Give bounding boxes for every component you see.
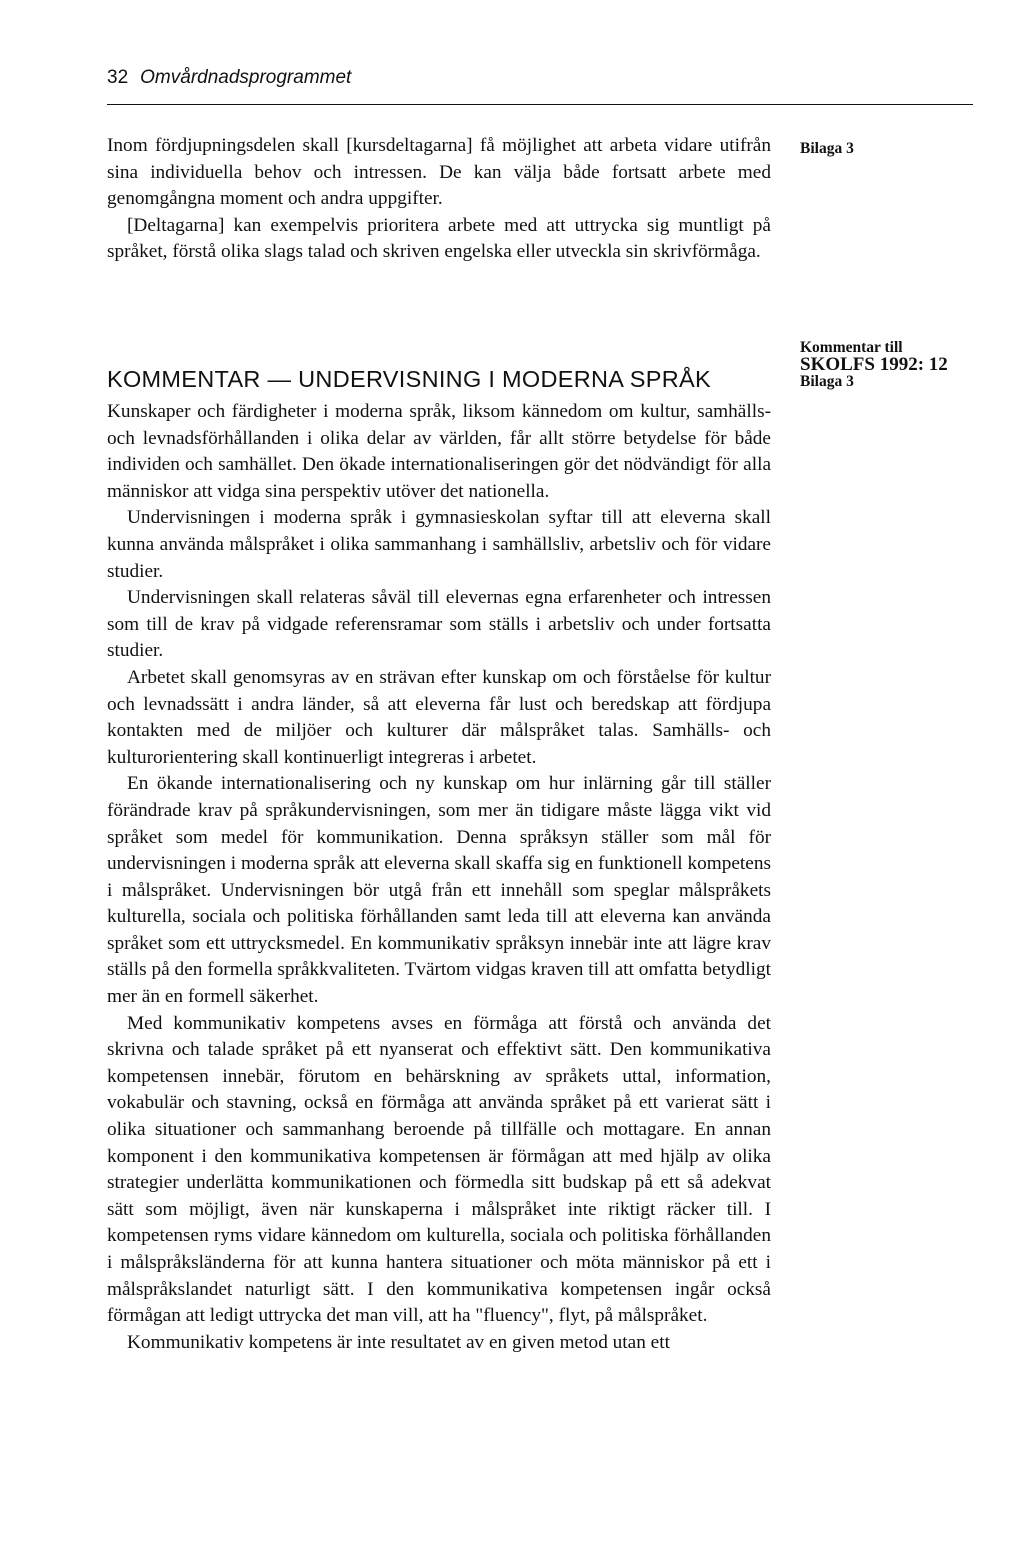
section-paragraph-5: En ökande internationalisering och ny kunskap om hur inlärning går till ställer förändrade krav på språkundervisningen, som mer än tidigare måste lägga vikt vid språket som medel för kommunikation. Denna språksyn ställer som mål för undervisningen i moderna språk att eleverna skall skaffa sig en funktionell kompetens i målspråket. Undervisningen bör utgå från ett innehåll som speglar målspråkets kulturella, sociala och politiska förhållanden samt leda till att eleverna kan använda språket som ett uttrycksmedel. En kommunikativ språksyn innebär inte att lägre krav ställs på den formella språkkvaliteten. Tvärtom vidgas kraven till att omfatta betydligt mer än en formell säkerhet. — [107, 773, 771, 1008]
running-header — [107, 64, 351, 92]
section-paragraph-4: Arbetet skall genomsyras av en strävan efter kunskap om och förståelse för kultur och levnadssätt i andra länder, så att eleverna får lust och beredskap att fördjupa kontakten med de miljöer och kulturer där målspråket talas. Samhälls- och kulturorientering skall kontinuerligt integreras i arbetet. — [107, 666, 771, 768]
section-paragraph-7: Kommunikativ kompetens är inte resultatet av en given metod utan ett — [127, 1331, 670, 1353]
margin-note-kommentar-line-1: Kommentar till — [800, 339, 903, 356]
margin-note-kommentar-line-2: SKOLFS 1992: 12 — [800, 354, 948, 375]
running-title: Omvårdnadsprogrammet — [140, 67, 352, 88]
intro-paragraph-2: [Deltagarna] kan exempelvis prioritera arbete med att uttrycka sig muntligt på språket, förstå olika slags talad och skriven engelska eller utveckla sin skrivförmåga. — [107, 214, 771, 263]
margin-note-kommentar — [800, 340, 1000, 390]
section-paragraph-3: Undervisningen skall relateras såväl till elevernas egna erfarenheter och intressen som till de krav på vidgade referensramar som ställs i arbetsliv och under fortsatta studier. — [107, 587, 771, 662]
page-number: 32 — [107, 67, 129, 88]
section-body — [107, 399, 771, 1356]
section-paragraph-1: Kunskaper och färdigheter i moderna språk, liksom kännedom om kultur, samhälls- och levnadsförhållanden i olika delar av världen, får allt större betydelse för både individen och samhället. Den ökade internationaliseringen gör det nödvändigt för alla människor att vidga sina perspektiv utöver det nationella. — [107, 401, 771, 502]
section-paragraph-2: Undervisningen i moderna språk i gymnasieskolan syftar till att eleverna skall kunna använda målspråket i olika sammanhang i samhällsliv, arbetsliv och för vidare studier. — [107, 507, 771, 582]
section-heading: KOMMENTAR — UNDERVISNING I MODERNA SPRÅK — [107, 366, 711, 392]
intro-text — [107, 133, 771, 266]
margin-note-bilaga — [800, 141, 1000, 157]
margin-note-bilaga-text: Bilaga 3 — [800, 140, 854, 157]
intro-paragraph-1: Inom fördjupningsdelen skall [kursdeltagarna] få möjlighet att arbeta vidare utifrån sina individuella behov och intressen. De kan välja både fortsatt arbete med genomgångna moment och andra uppgifter. — [107, 135, 771, 210]
margin-note-kommentar-line-3: Bilaga 3 — [800, 373, 854, 390]
section-paragraph-6: Med kommunikativ kompetens avses en förmåga att förstå och använda det skrivna och talade språket på ett nyanserat och effektivt sätt. Den kommunikativa kompetensen innebär, förutom en behärskning av språkets uttal, information, vokabulär och stavning, också en förmåga att använda språket på ett varierat sätt i olika situationer och sammanhang beroende på tillfälle och mottagare. En annan komponent i den kommunikativa kompetensen är förmågan att med hjälp av olika strategier underlätta kommunikationen och förmedla sitt budskap på ett så adekvat sätt som möjligt, även när kunskaperna i målspråket inte riktigt räcker till. I kompetensen ryms vidare kännedom om kulturella, sociala och politiska förhållanden i målspråksländerna för att kunna hantera situationer och möta människor på ett i målspråkslandet naturligt sätt. I den kommunikativa kompetensen ingår också förmågan att ledigt uttrycka det man vill, att ha "fluency", flyt, på målspråket. — [107, 1012, 771, 1327]
header-rule — [107, 104, 973, 105]
